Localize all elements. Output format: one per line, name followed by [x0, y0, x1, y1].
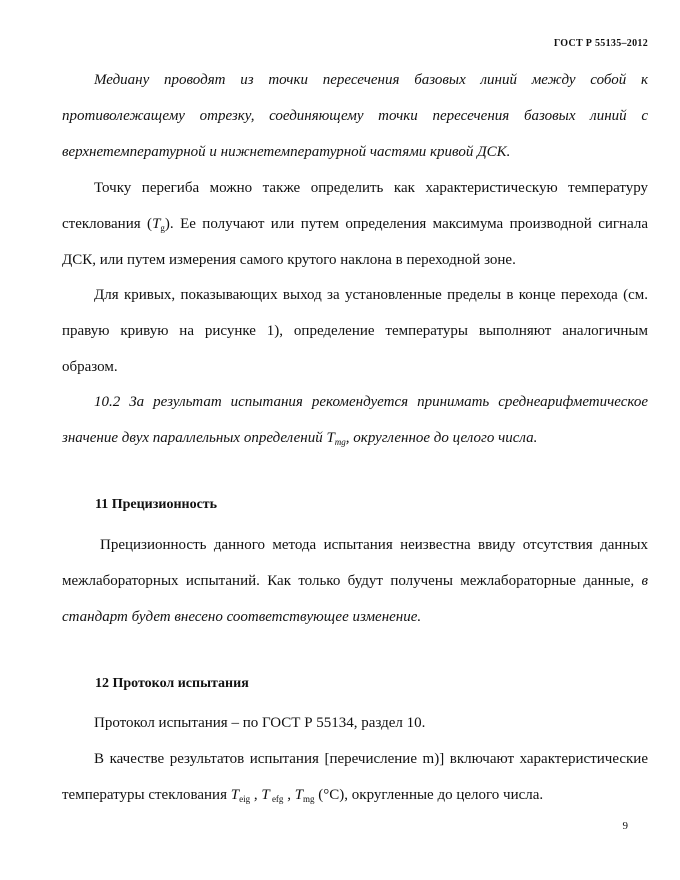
paragraph-inflection-part-a: Точку перегиба можно также определить как характеристическую температуру стеклования (: [62, 180, 648, 232]
paragraph-median-text: Медиану проводят из точки пересечения базовых линий между собой к противолежащему отрезку, соединяющему точки пересечения базовых линий с верхнетемпературной и нижнетемпературной частями кривой ДСК.: [62, 72, 648, 160]
section-12-results-paragraph: [62, 741, 648, 813]
subscript-g: g: [160, 223, 165, 233]
paragraph-median: [62, 62, 648, 170]
paragraph-curves-text: Для кривых, показывающих выход за установленные пределы в конце перехода (см. правую кривую на рисунке 1), определение температуры выполняют аналогичным образом.: [62, 287, 648, 375]
section-11-part-b: , в стандарт будет внесено соответствующее изменение.: [62, 573, 648, 625]
page-number: 9: [622, 820, 628, 832]
separator-1: ,: [250, 787, 262, 803]
standard-header: ГОСТ Р 55135–2012: [553, 38, 648, 49]
section-12-results-part-a: В качестве результатов испытания [перечисление m)] включают характеристические температуры стеклования: [62, 751, 648, 803]
paragraph-10-2-part-a: 10.2 За результат испытания рекомендуется принимать среднеарифметическое значение двух параллельных определений: [62, 394, 648, 446]
symbol-t-efg: T: [261, 787, 270, 803]
section-12-heading: 12 Протокол испытания: [95, 676, 249, 691]
paragraph-10-2: [62, 384, 648, 456]
subscript-eig: eig: [239, 794, 251, 804]
symbol-t-mg-2: T: [294, 787, 304, 803]
subscript-mg: mg: [334, 437, 346, 447]
symbol-t: T: [152, 216, 161, 232]
separator-2: ,: [283, 787, 295, 803]
symbol-t-mg: T: [326, 430, 335, 446]
paragraph-10-2-part-b: , округленное до целого числа.: [345, 430, 538, 446]
section-11-part-a: Прецизионность данного метода испытания неизвестна ввиду отсутствия данных межлабораторных испытаний. Как только будут получены межлабораторные данные: [62, 537, 648, 589]
symbol-t-eig: T: [230, 787, 240, 803]
section-12-protocol-line: [62, 705, 648, 741]
subscript-efg: efg: [269, 794, 284, 804]
section-12-protocol-text: Протокол испытания – по ГОСТ Р 55134, раздел 10.: [94, 715, 426, 731]
section-11-paragraph: [62, 527, 648, 635]
paragraph-curves: [62, 277, 648, 385]
paragraph-inflection-part-b: ). Ее получают или путем определения максимума производной сигнала ДСК, или путем измерения самого крутого наклона в переходной зоне.: [62, 216, 649, 268]
section-12-results-part-b: (°C), округленные до целого числа.: [314, 787, 544, 803]
section-11-heading: 11 Прецизионность: [95, 497, 218, 512]
paragraph-inflection: [62, 170, 648, 278]
subscript-mg-2: mg: [303, 794, 315, 804]
